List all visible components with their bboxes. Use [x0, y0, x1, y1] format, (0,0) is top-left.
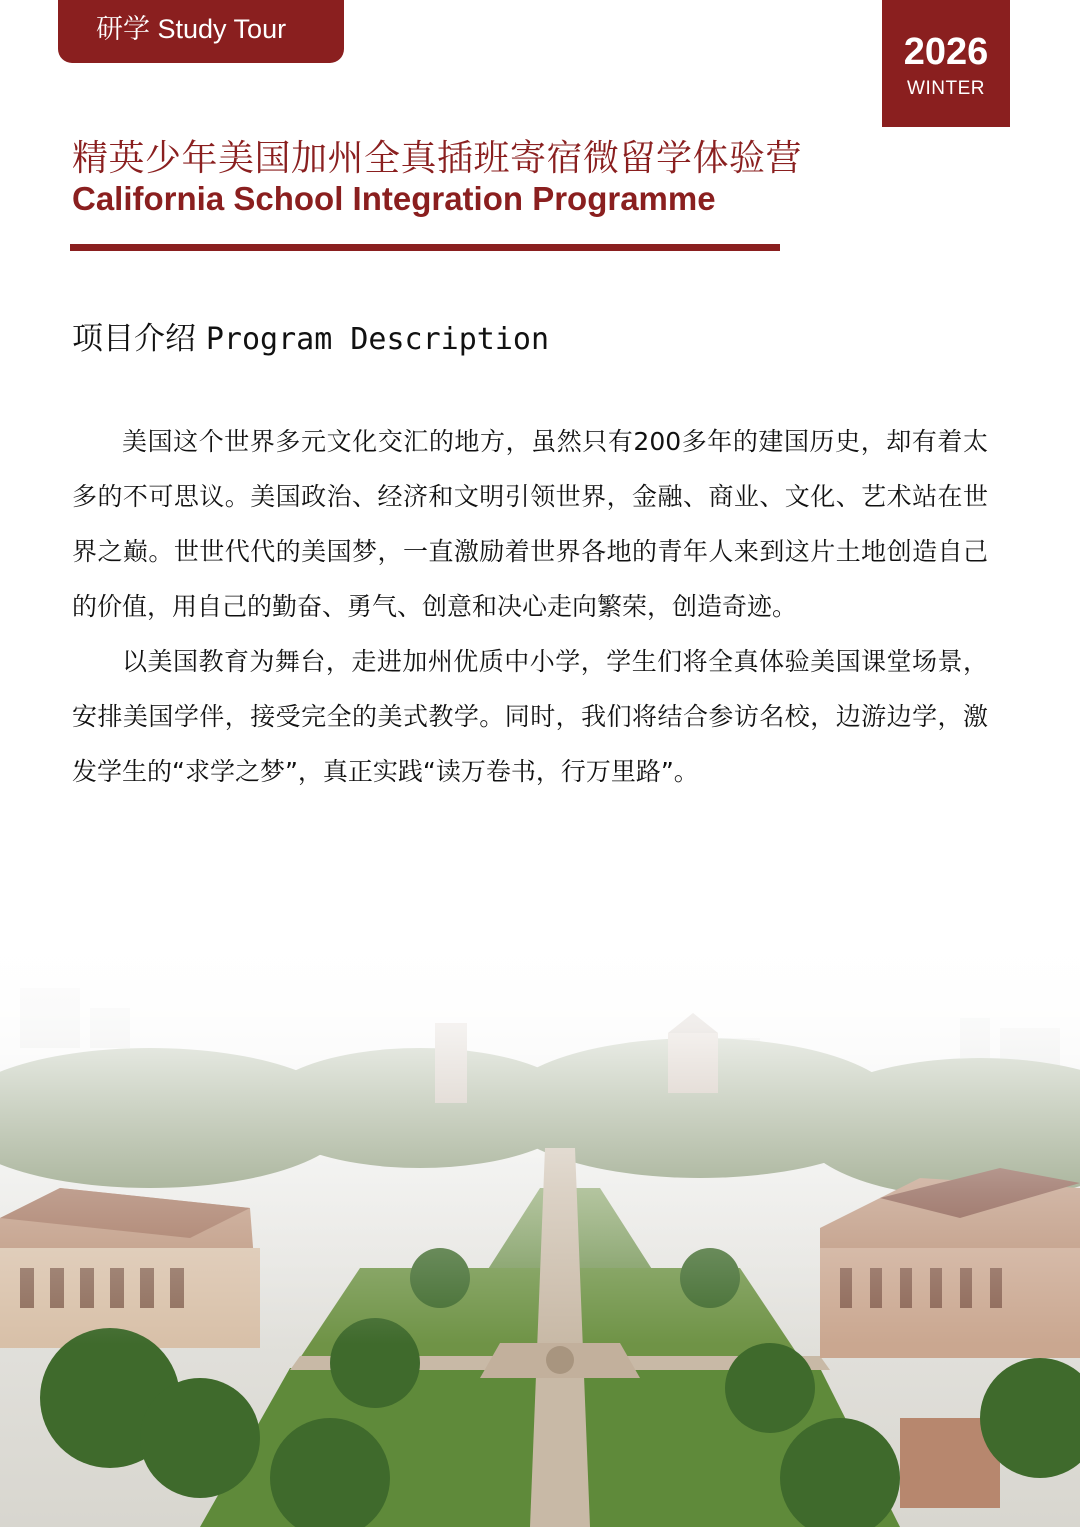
program-description	[72, 414, 988, 799]
season-badge	[882, 0, 1010, 127]
section-heading-cn: 项目介绍	[72, 321, 196, 357]
badge-season: WINTER	[907, 78, 985, 99]
section-heading-en: Program Description	[205, 322, 550, 357]
program-title-en: California School Integration Programme	[72, 180, 716, 217]
section-heading	[72, 313, 549, 358]
description-paragraph: 美国这个世界多元文化交汇的地方，虽然只有200多年的建国历史，却有着太多的不可思议。美国政治、经济和文明引领世界，金融、商业、文化、艺术站在世界之巅。世世代代的美国梦，一直激励着世界各地的青年人来到这片土地创造自己的价值，用自己的勤奋、勇气、创意和决心走向繁荣，创造奇迹。	[72, 427, 988, 621]
title-divider	[70, 244, 780, 251]
badge-year: 2026	[903, 31, 989, 73]
campus-aerial-image	[0, 918, 1080, 1527]
description-paragraph: 以美国教育为舞台，走进加州优质中小学，学生们将全真体验美国课堂场景，安排美国学伴，接受完全的美式教学。同时，我们将结合参访名校，边游边学，激发学生的“求学之梦”，真正实践“读万卷书，行万里路”。	[72, 647, 988, 786]
study-tour-tab: 研学 Study Tour	[58, 0, 344, 63]
program-title-cn: 精英少年美国加州全真插班寄宿微留学体验营	[72, 138, 803, 179]
